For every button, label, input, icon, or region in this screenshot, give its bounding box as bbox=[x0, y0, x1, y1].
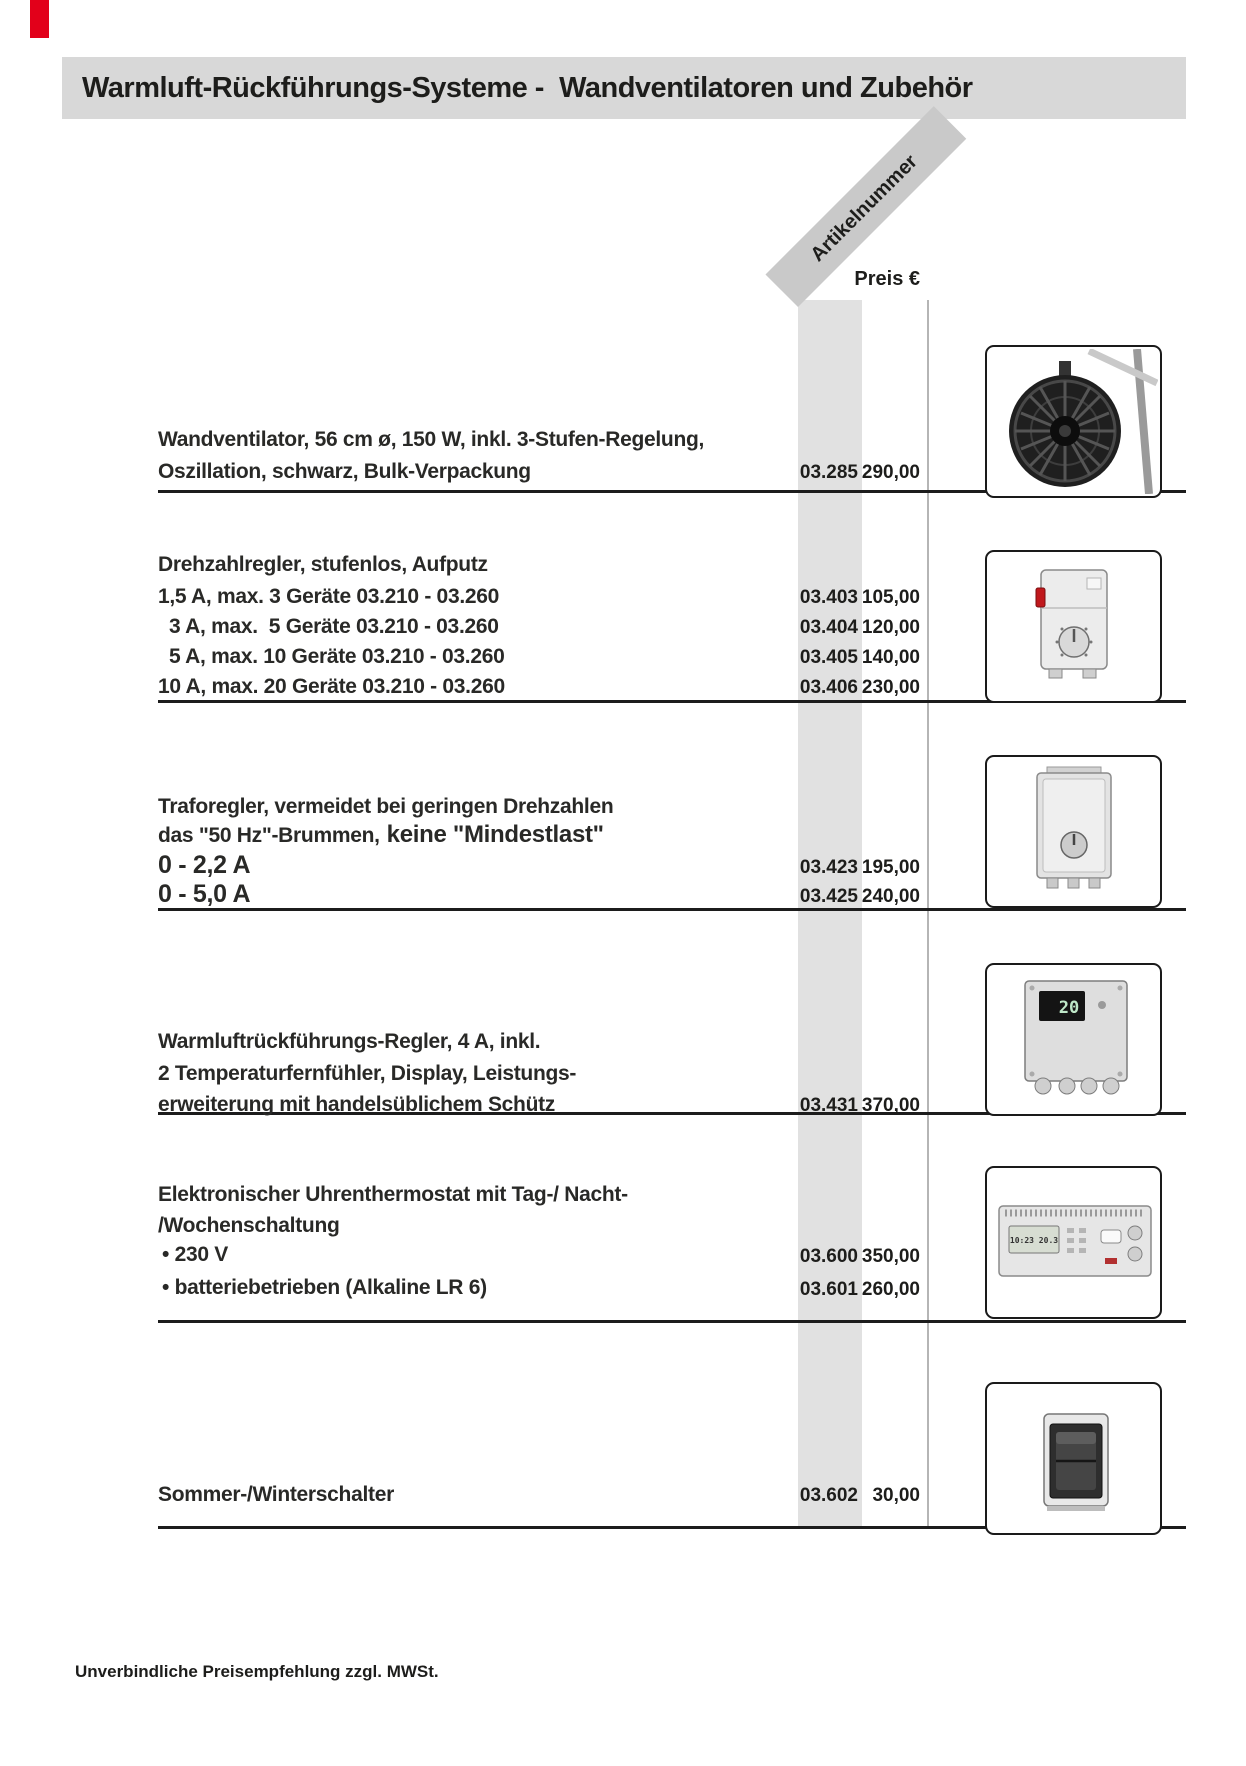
product-line: /Wochenschaltung bbox=[158, 1214, 340, 1237]
product-line: Warmluftrückführungs-Regler, 4 A, inkl. bbox=[158, 1030, 541, 1053]
product-line: 5 A, max. 10 Geräte 03.210 - 03.260 bbox=[169, 645, 505, 668]
product-line: 1,5 A, max. 3 Geräte 03.210 - 03.260 bbox=[158, 585, 499, 608]
price-value: 290,00 bbox=[861, 462, 920, 483]
product-line: Sommer-/Winterschalter bbox=[158, 1483, 394, 1506]
product-line: 0 - 5,0 A bbox=[158, 880, 251, 908]
price-value: 120,00 bbox=[861, 617, 920, 638]
price-value: 370,00 bbox=[861, 1095, 920, 1116]
product-line: 10 A, max. 20 Geräte 03.210 - 03.260 bbox=[158, 675, 505, 698]
price-value: 140,00 bbox=[861, 647, 920, 668]
article-number: 03.406 bbox=[799, 677, 858, 698]
footer-note: Unverbindliche Preisempfehlung zzgl. MWSt. bbox=[75, 1662, 439, 1681]
product-image-box bbox=[985, 755, 1162, 908]
page-title: Warmluft-Rückführungs-Systeme - Wandventilatoren und Zubehör bbox=[82, 71, 973, 104]
svg-text:20: 20 bbox=[1058, 998, 1080, 1018]
wall-fan-image bbox=[989, 349, 1158, 494]
product-image-box bbox=[985, 1166, 1162, 1319]
product-line: • 230 V bbox=[162, 1243, 228, 1266]
product-line-emphasis: keine "Mindestlast" bbox=[386, 821, 604, 848]
price-value: 240,00 bbox=[861, 886, 920, 907]
product-line: erweiterung mit handelsüblichem Schütz bbox=[158, 1093, 556, 1116]
row-rule bbox=[158, 908, 1186, 911]
product-image-box bbox=[985, 1382, 1162, 1535]
price-value: 195,00 bbox=[861, 857, 920, 878]
article-number: 03.431 bbox=[799, 1095, 858, 1116]
product-line: • batteriebetrieben (Alkaline LR 6) bbox=[162, 1276, 487, 1299]
article-number: 03.601 bbox=[799, 1279, 858, 1300]
article-number: 03.405 bbox=[799, 647, 858, 668]
price-column-divider bbox=[927, 300, 929, 1528]
product-line: Traforegler, vermeidet bei geringen Drehzahlen bbox=[158, 795, 614, 818]
product-line: Wandventilator, 56 cm ø, 150 W, inkl. 3-Stufen-Regelung, bbox=[158, 428, 705, 451]
article-number-column bbox=[798, 300, 862, 1528]
svg-text:10:23 20.3: 10:23 20.3 bbox=[1009, 1236, 1059, 1245]
article-number: 03.285 bbox=[799, 462, 858, 483]
article-number: 03.403 bbox=[799, 587, 858, 608]
preis-label: Preis € bbox=[854, 268, 920, 290]
article-number: 03.602 bbox=[799, 1485, 858, 1506]
article-number: 03.423 bbox=[799, 857, 858, 878]
price-value: 105,00 bbox=[861, 587, 920, 608]
price-value: 350,00 bbox=[861, 1246, 920, 1267]
product-line: Elektronischer Uhrenthermostat mit Tag-/ Nacht- bbox=[158, 1183, 628, 1206]
article-number: 03.600 bbox=[799, 1246, 858, 1267]
article-number: 03.425 bbox=[799, 886, 858, 907]
product-line: Drehzahlregler, stufenlos, Aufputz bbox=[158, 553, 488, 576]
product-line: 2 Temperaturfernfühler, Display, Leistungs- bbox=[158, 1062, 577, 1085]
product-image-box bbox=[985, 963, 1162, 1116]
speed-controller-image bbox=[989, 554, 1158, 699]
price-value: 260,00 bbox=[861, 1279, 920, 1300]
price-value: 230,00 bbox=[861, 677, 920, 698]
product-line: 3 A, max. 5 Geräte 03.210 - 03.260 bbox=[169, 615, 499, 638]
product-line: das "50 Hz"-Brummen, keine "Mindestlast" bbox=[158, 821, 604, 848]
header-banner bbox=[62, 57, 1186, 119]
price-value: 30,00 bbox=[872, 1485, 920, 1506]
product-image-box bbox=[985, 345, 1162, 498]
artikelnummer-label: Artikelnummer bbox=[806, 150, 922, 266]
product-line: 0 - 2,2 A bbox=[158, 851, 251, 879]
row-rule bbox=[158, 1320, 1186, 1323]
product-image-box bbox=[985, 550, 1162, 703]
clock-thermostat-image bbox=[989, 1170, 1158, 1315]
page-corner-tab bbox=[30, 0, 49, 38]
article-number: 03.404 bbox=[799, 617, 858, 638]
summer-winter-switch-image bbox=[989, 1386, 1158, 1531]
trafo-controller-image bbox=[989, 759, 1158, 904]
heat-recirculation-controller-image bbox=[989, 967, 1158, 1112]
product-line: Oszillation, schwarz, Bulk-Verpackung bbox=[158, 460, 531, 483]
